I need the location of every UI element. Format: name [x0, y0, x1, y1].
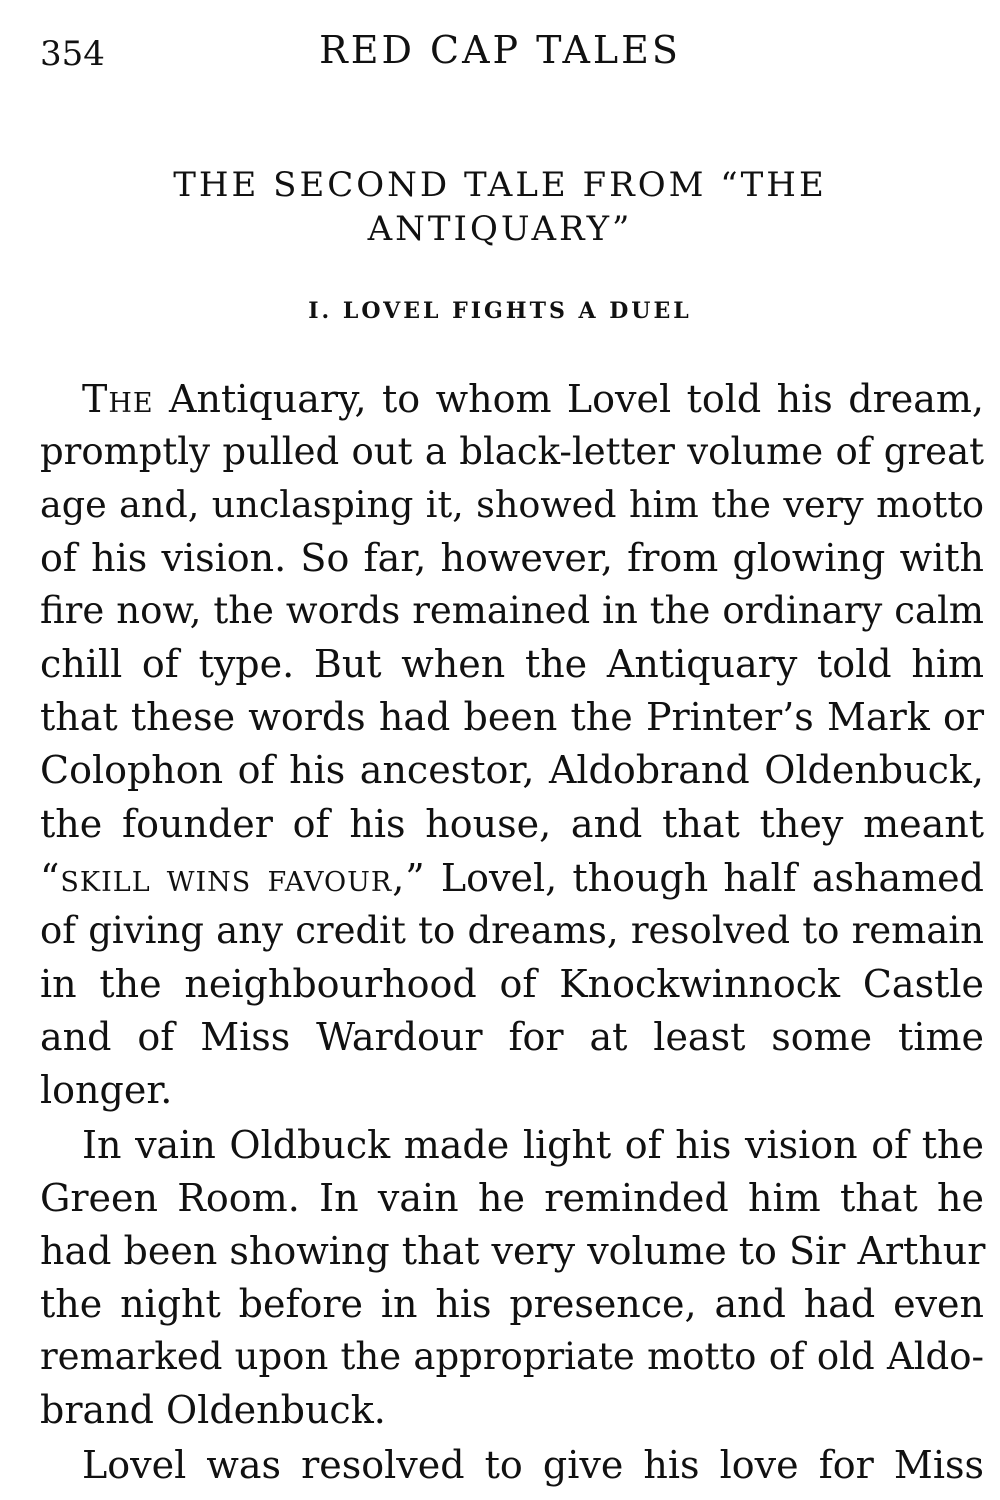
small-caps-opening: The — [82, 377, 154, 421]
text-line: that these words had been the Printer’s Mark or — [40, 695, 984, 739]
running-head — [0, 28, 1000, 76]
text-line: chill of type. But when the Antiquary told him — [40, 642, 984, 686]
text-line — [40, 855, 984, 901]
small-caps-motto: “skill wins favour,” — [40, 856, 426, 900]
page-number: 354 — [40, 34, 105, 74]
chapter-title-line-1: THE SECOND TALE FROM “THE — [173, 165, 827, 205]
text-line: Lovel was resolved to give his love for Miss — [82, 1443, 984, 1487]
text-line — [40, 376, 984, 422]
text-line: of his vision. So far, however, from glowing with — [40, 536, 984, 580]
text-line: in the neighbourhood of Knockwinnock Castle — [40, 962, 984, 1006]
text-line: had been showing that very volume to Sir Arthur — [40, 1229, 986, 1273]
text-line: Green Room. In vain he reminded him that he — [40, 1176, 984, 1220]
text-span: Lovel, though half ashamed — [425, 856, 985, 900]
text-line: and of Miss Wardour for at least some time — [40, 1015, 984, 1059]
text-line: brand Oldenbuck. — [40, 1388, 386, 1432]
chapter-title — [40, 163, 960, 251]
text-line: In vain Oldbuck made light of his vision of the — [82, 1123, 984, 1167]
text-line: the night before in his presence, and had even — [40, 1282, 984, 1326]
text-line: remarked upon the appropriate motto of old Aldo- — [40, 1335, 984, 1378]
text-line: age and, unclasping it, showed him the very motto — [40, 483, 984, 526]
text-line: the founder of his house, and that they meant — [40, 802, 984, 846]
section-title: I. LOVEL FIGHTS A DUEL — [308, 298, 692, 324]
text-span: Antiquary, to whom Lovel told his dream, — [153, 377, 984, 421]
text-line: promptly pulled out a black-letter volume of great — [40, 430, 984, 473]
text-line: fire now, the words remained in the ordinary calm — [40, 589, 984, 632]
text-line: of giving any credit to dreams, resolved to remain — [40, 909, 984, 952]
chapter-title-line-2: ANTIQUARY” — [367, 209, 633, 249]
text-line: Colophon of his ancestor, Aldobrand Oldenbuck, — [40, 748, 984, 792]
text-line: longer. — [40, 1068, 173, 1112]
running-title: RED CAP TALES — [319, 28, 681, 72]
